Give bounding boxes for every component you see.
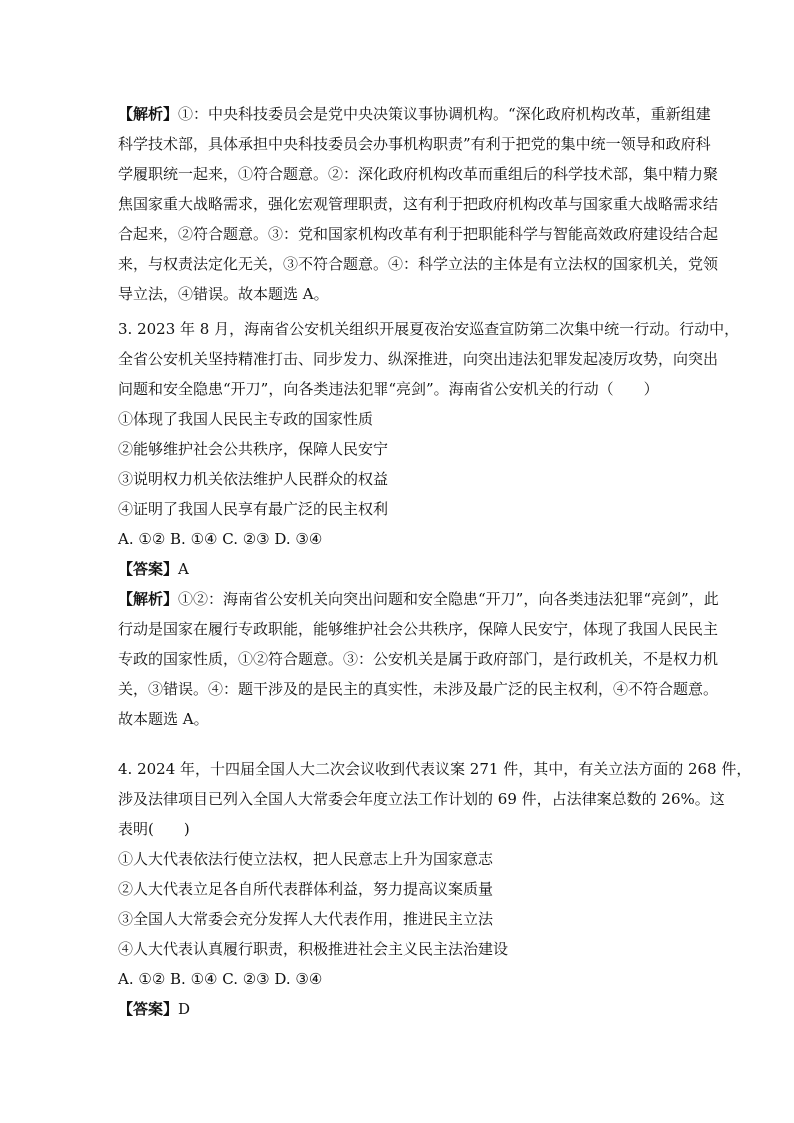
q3-analysis-line-5: 故本题选 A。 [118,710,209,728]
q3-analysis-line-1: 【解析】①②：海南省公安机关向突出问题和安全隐患“开刀”，向各类违法犯罪“亮剑”，此 [118,590,719,608]
q4-item-2: ②人大代表立足各自所代表群体利益，努力提高议案质量 [118,880,494,898]
analysis-tag: 【解析】 [118,590,179,608]
q2-analysis-line-2: 科学技术部，具体承担中央科技委员会办事机构职责”有利于把党的集中统一领导和政府科 [118,135,711,153]
q2-analysis-line-6: 来，与权责法定化无关，③不符合题意。④：科学立法的主体是有立法权的国家机关，党领 [118,255,719,273]
q3-analysis-line-3: 专政的国家性质，①②符合题意。③：公安机关是属于政府部门，是行政机关，不是权力机 [118,650,719,668]
q4-answer-value: D [178,1000,191,1018]
q3-item-2: ②能够维护社会公共秩序，保障人民安宁 [118,440,389,458]
q4-stem-line-3: 表明( ) [118,820,190,838]
q4-answer [118,994,688,1024]
q4-item-4: ④人大代表认真履行职责，积极推进社会主义民主法治建设 [118,940,509,958]
answer-tag: 【答案】 [118,1000,179,1018]
q3-answer [118,554,688,584]
question-3 [118,314,740,734]
q3-item-1: ①体现了我国人民民主专政的国家性质 [118,410,374,428]
q2-analysis-line-5: 合起来，②符合题意。③：党和国家机构改革有利于把职能科学与智能高效政府建设结合起 [118,225,719,243]
q2-analysis-line-7: 导立法，④错误。故本题选 A。 [118,285,329,303]
q3-options: A. ①② B. ①④ C. ②③ D. ③④ [118,530,323,548]
q3-stem-line-1: 3. 2023 年 8 月，海南省公安机关组织开展夏夜治安巡查宣防第二次集中统一行动。行动中， [118,320,740,338]
q2-analysis [118,99,719,309]
q3-analysis-line-2: 行动是国家在履行专政职能，能够维护社会公共秩序，保障人民安宁，体现了我国人民民主 [118,620,719,638]
q3-analysis-line-4: 关，③错误。④：题干涉及的是民主的真实性，未涉及最广泛的民主权利，④不符合题意。 [118,680,719,698]
q4-stem-line-1: 4. 2024 年，十四届全国人大二次会议收到代表议案 271 件，其中，有关立法方面的 268 件， [118,760,752,778]
q3-item-3: ③说明权力机关依法维护人民群众的权益 [118,470,389,488]
question-4 [118,754,752,1024]
q4-item-3: ③全国人大常委会充分发挥人大代表作用，推进民主立法 [118,910,494,928]
q2-analysis-line-1: 【解析】①：中央科技委员会是党中央决策议事协调机构。“深化政府机构改革，重新组建 [118,105,711,123]
q4-stem-line-2: 涉及法律项目已列入全国人大常委会年度立法工作计划的 69 件，占法律案总数的 26%。这 [118,790,725,808]
q2-analysis-line-3: 学履职统一起来，①符合题意。②：深化政府机构改革而重组后的科学技术部，集中精力聚 [118,165,719,183]
q3-item-4: ④证明了我国人民享有最广泛的民主权利 [118,500,389,518]
q2-analysis-line-4: 焦国家重大战略需求，强化宏观管理职责，这有利于把政府机构改革与国家重大战略需求结 [118,195,719,213]
q4-item-1: ①人大代表依法行使立法权，把人民意志上升为国家意志 [118,850,494,868]
q3-answer-value: A [178,560,189,578]
analysis-tag: 【解析】 [118,105,179,123]
q3-stem-line-3: 问题和安全隐患“开刀”，向各类违法犯罪“亮剑”。海南省公安机关的行动（ ） [118,380,659,398]
q4-options: A. ①② B. ①④ C. ②③ D. ③④ [118,970,323,988]
answer-tag: 【答案】 [118,560,179,578]
q3-stem-line-2: 全省公安机关坚持精准打击、同步发力、纵深推进，向突出违法犯罪发起凌厉攻势，向突出 [118,350,719,368]
